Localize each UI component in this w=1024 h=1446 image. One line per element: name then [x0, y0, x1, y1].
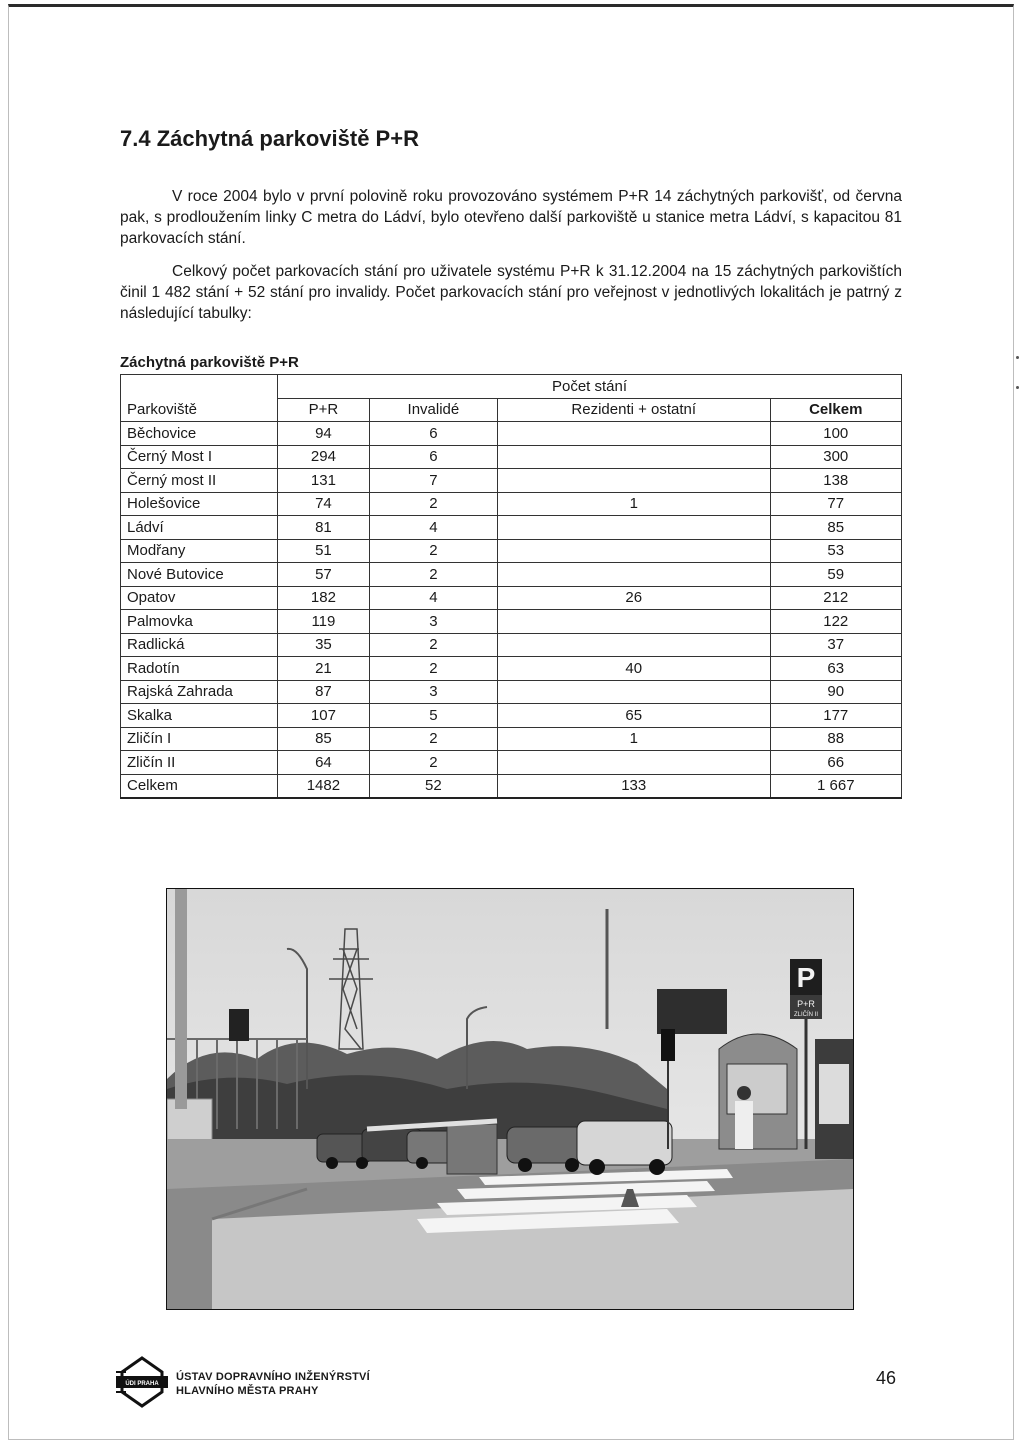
table-cell-value: 88 — [770, 727, 901, 751]
table-cell-value: 133 — [497, 774, 770, 798]
table-row — [121, 563, 902, 587]
table-cell-value: 2 — [369, 539, 497, 563]
table-cell-name: Opatov — [121, 586, 278, 610]
table-cell-name: Skalka — [121, 704, 278, 728]
page-number: 46 — [876, 1368, 897, 1388]
table-cell-value: 4 — [369, 586, 497, 610]
table-cell-name: Nové Butovice — [121, 563, 278, 587]
table-cell-value: 5 — [369, 704, 497, 728]
table-header-row — [121, 398, 902, 422]
table-row — [121, 422, 902, 446]
table-cell-value — [497, 469, 770, 493]
table-title: Záchytná parkoviště P+R — [120, 354, 299, 371]
table-group-header-row — [121, 375, 902, 399]
table-cell-value: 51 — [278, 539, 370, 563]
table-cell-name: Černý Most I — [121, 445, 278, 469]
table-cell-value: 2 — [369, 492, 497, 516]
table-cell-value: 2 — [369, 751, 497, 775]
table-cell-name: Ládví — [121, 516, 278, 540]
table-row — [121, 751, 902, 775]
institution-name — [176, 1370, 370, 1398]
table-cell-value — [497, 633, 770, 657]
table-cell-value: 57 — [278, 563, 370, 587]
sign-letter: P — [796, 962, 816, 993]
table-row — [121, 469, 902, 493]
table-row — [121, 445, 902, 469]
section-heading: 7.4 Záchytná parkoviště P+R — [120, 126, 419, 151]
table-cell-value: 66 — [770, 751, 901, 775]
column-header-rezidenti: Rezidenti + ostatní — [497, 398, 770, 422]
table-cell-value: 6 — [369, 422, 497, 446]
table-cell-name: Palmovka — [121, 610, 278, 634]
table-cell-name: Celkem — [121, 774, 278, 798]
table-cell-value — [497, 539, 770, 563]
table-row — [121, 727, 902, 751]
table-cell-name: Zličín II — [121, 751, 278, 775]
table-cell-value: 37 — [770, 633, 901, 657]
table-cell-value: 3 — [369, 610, 497, 634]
table-cell-value: 294 — [278, 445, 370, 469]
table-cell-value: 1482 — [278, 774, 370, 798]
table-row — [121, 516, 902, 540]
table-cell-value: 177 — [770, 704, 901, 728]
table-row — [121, 633, 902, 657]
table-cell-name: Běchovice — [121, 422, 278, 446]
table-cell-value: 7 — [369, 469, 497, 493]
table-cell-value — [497, 422, 770, 446]
parking-lot-photo-image — [167, 889, 853, 1309]
table-cell-value: 100 — [770, 422, 901, 446]
table-cell-value: 122 — [770, 610, 901, 634]
table-cell-value — [497, 516, 770, 540]
table-cell-value: 4 — [369, 516, 497, 540]
table-cell-name: Modřany — [121, 539, 278, 563]
table-cell-value: 94 — [278, 422, 370, 446]
institution-line-2: HLAVNÍHO MĚSTA PRAHY — [176, 1385, 319, 1397]
table-cell-value: 40 — [497, 657, 770, 681]
parking-table — [120, 374, 902, 799]
table-cell-value: 63 — [770, 657, 901, 681]
column-header-parkoviste: Parkoviště — [121, 398, 278, 422]
table-cell-value: 182 — [278, 586, 370, 610]
table-cell-value: 212 — [770, 586, 901, 610]
table-cell-value — [497, 751, 770, 775]
table-cell-name: Holešovice — [121, 492, 278, 516]
table-cell-value: 85 — [770, 516, 901, 540]
table-row — [121, 680, 902, 704]
table-cell-value: 65 — [497, 704, 770, 728]
margin-mark — [1016, 386, 1019, 389]
table-cell-value: 21 — [278, 657, 370, 681]
table-cell-value: 59 — [770, 563, 901, 587]
sign-label: P+R — [797, 999, 815, 1009]
table-cell-value: 1 — [497, 492, 770, 516]
table-cell-value: 131 — [278, 469, 370, 493]
logo-text: ÚDI PRAHA — [125, 1381, 159, 1387]
table-cell-value: 6 — [369, 445, 497, 469]
table-cell-value: 53 — [770, 539, 901, 563]
column-header-invalide: Invalidé — [369, 398, 497, 422]
table-cell-value: 1 — [497, 727, 770, 751]
parking-photo — [166, 888, 854, 1310]
table-cell-value: 35 — [278, 633, 370, 657]
column-header-pr: P+R — [278, 398, 370, 422]
margin-mark — [1016, 356, 1019, 359]
table-cell-value: 74 — [278, 492, 370, 516]
table-cell-value: 119 — [278, 610, 370, 634]
intro-paragraph: V roce 2004 bylo v první polovině roku provozováno systémem P+R 14 záchytných parkovišť, od června pak, s prodloužením linky C metra do Ládví, bylo otevřeno další parkoviště u stanice metra Ládví, s kapacitou 81 parkovacích stání. — [120, 188, 902, 247]
table-cell-value: 300 — [770, 445, 901, 469]
table-cell-value: 2 — [369, 633, 497, 657]
table-cell-value: 77 — [770, 492, 901, 516]
table-cell-name: Zličín I — [121, 727, 278, 751]
table-row — [121, 704, 902, 728]
table-cell-value: 64 — [278, 751, 370, 775]
table-row — [121, 610, 902, 634]
table-row — [121, 774, 902, 798]
table-cell-value: 1 667 — [770, 774, 901, 798]
table-cell-value: 2 — [369, 657, 497, 681]
table-cell-value: 87 — [278, 680, 370, 704]
table-cell-name: Radotín — [121, 657, 278, 681]
table-row — [121, 657, 902, 681]
table-cell-value — [497, 610, 770, 634]
table-cell-value: 3 — [369, 680, 497, 704]
table-cell-value: 52 — [369, 774, 497, 798]
sign-sublabel: ZLIČÍN II — [793, 1012, 819, 1018]
group-header: Počet stání — [278, 375, 902, 399]
table-cell-value — [497, 563, 770, 587]
table-cell-value: 2 — [369, 563, 497, 587]
table-cell-name: Rajská Zahrada — [121, 680, 278, 704]
table-row — [121, 539, 902, 563]
column-header-celkem: Celkem — [770, 398, 901, 422]
table-cell-value: 107 — [278, 704, 370, 728]
capacity-paragraph: Celkový počet parkovacích stání pro uživatele systému P+R k 31.12.2004 na 15 záchytných parkovištích činil 1 482 stání + 52 stání pro invalidy. Počet parkovacích stání pro veřejnost v jednotlivých lokalitách je patrný z následující tabulky: — [120, 263, 902, 322]
table-cell-name: Černý most II — [121, 469, 278, 493]
table-cell-value: 26 — [497, 586, 770, 610]
table-cell-value: 90 — [770, 680, 901, 704]
institution-line-1: ÚSTAV DOPRAVNÍHO INŽENÝRSTVÍ — [176, 1371, 370, 1383]
udi-praha-logo — [116, 1356, 168, 1408]
table-corner-cell — [121, 375, 278, 399]
table-row — [121, 492, 902, 516]
table-cell-value — [497, 680, 770, 704]
table-cell-value: 2 — [369, 727, 497, 751]
table-cell-value — [497, 445, 770, 469]
table-cell-value: 138 — [770, 469, 901, 493]
table-cell-value: 81 — [278, 516, 370, 540]
table-cell-name: Radlická — [121, 633, 278, 657]
table-row — [121, 586, 902, 610]
table-cell-value: 85 — [278, 727, 370, 751]
